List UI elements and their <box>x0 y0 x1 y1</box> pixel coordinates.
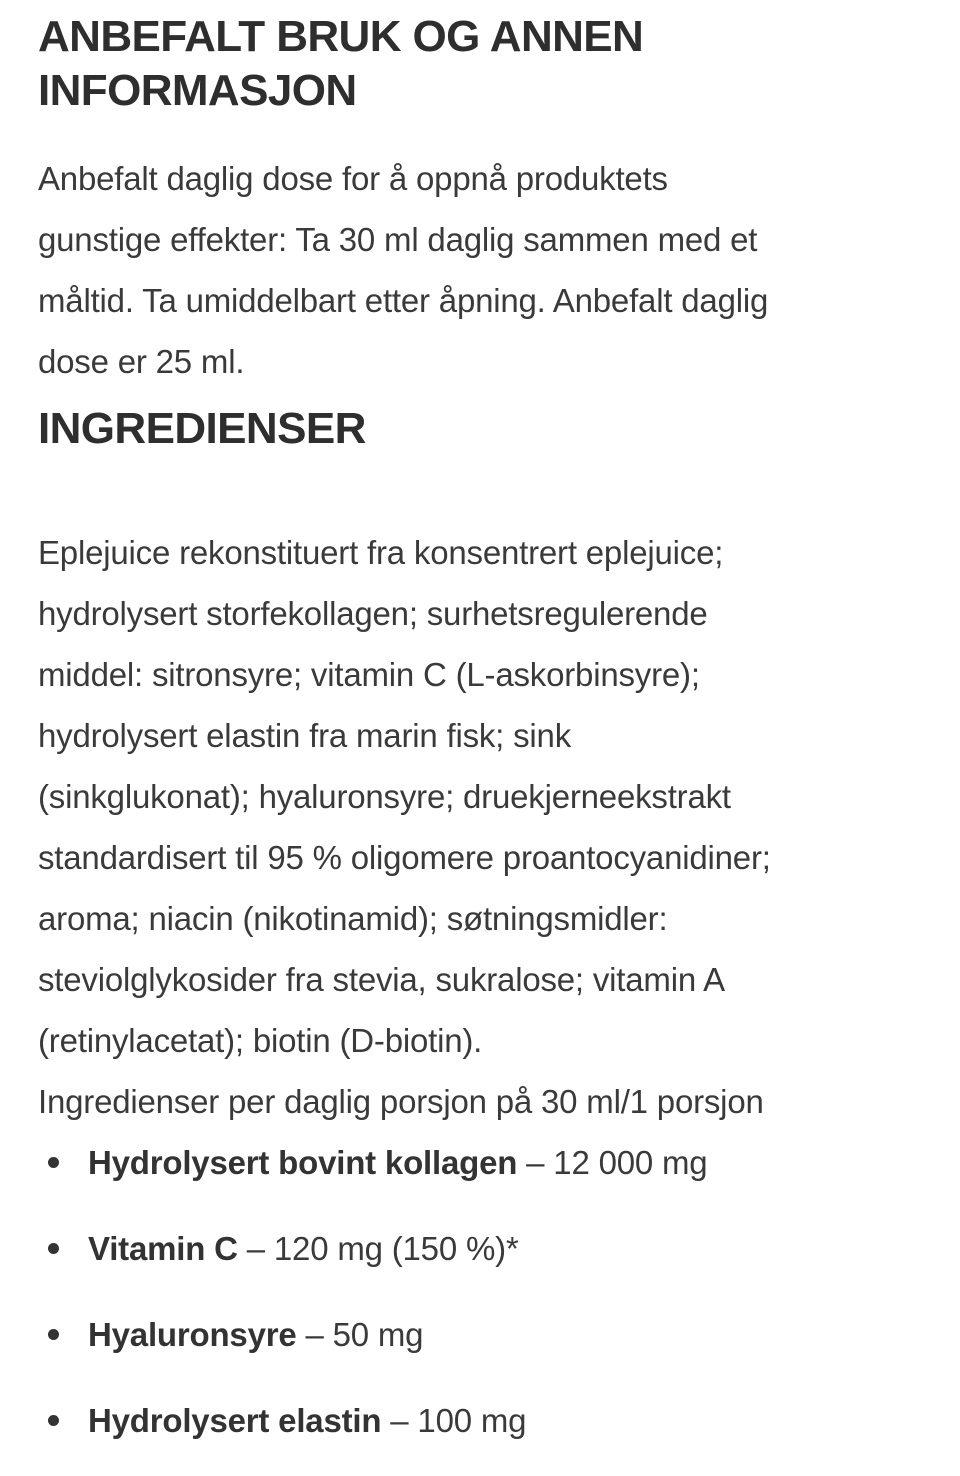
ingredients-heading: INGREDIENSER <box>38 404 366 453</box>
ingredient-name: Hydrolysert bovint kollagen <box>88 1144 518 1181</box>
ingredients-text-line: (sinkglukonat); hyaluronsyre; druekjerneekstrakt <box>38 778 731 815</box>
ingredients-text-line: steviolglykosider fra stevia, sukralose; vitamin A <box>38 961 725 998</box>
ingredient-name: Hyaluronsyre <box>88 1316 297 1353</box>
per-serving-list <box>38 1132 707 1476</box>
list-item <box>38 1390 707 1476</box>
list-item <box>38 1218 707 1304</box>
usage-heading-line: INFORMASJON <box>38 66 357 115</box>
ingredient-amount: – 12 000 mg <box>517 1144 708 1181</box>
usage-text-line: dose er 25 ml. <box>38 343 245 380</box>
per-serving-intro: Ingredienser per daglig porsjon på 30 ml/1 porsjon <box>38 1083 764 1120</box>
usage-heading-line: ANBEFALT BRUK OG ANNEN <box>38 12 644 61</box>
bullet-icon <box>48 1243 59 1254</box>
ingredients-text-line: middel: sitronsyre; vitamin C (L-askorbinsyre); <box>38 656 700 693</box>
ingredients-text-line: hydrolysert storfekollagen; surhetsregulerende <box>38 595 708 632</box>
ingredient-amount: – 50 mg <box>296 1316 424 1353</box>
bullet-icon <box>48 1157 59 1168</box>
ingredient-name: Hydrolysert elastin <box>88 1402 382 1439</box>
ingredients-text-line: standardisert til 95 % oligomere proantocyanidiner; <box>38 839 771 876</box>
ingredient-name: Vitamin C <box>88 1230 238 1267</box>
usage-text <box>38 148 918 392</box>
list-item <box>38 1132 707 1218</box>
usage-text-line: gunstige effekter: Ta 30 ml daglig sammen med et <box>38 221 758 258</box>
ingredients-text-line: hydrolysert elastin fra marin fisk; sink <box>38 717 572 754</box>
ingredients-text-line: aroma; niacin (nikotinamid); søtningsmidler: <box>38 900 668 937</box>
bullet-icon <box>48 1329 59 1340</box>
ingredient-amount: – 100 mg <box>381 1402 527 1439</box>
usage-text-line: Anbefalt daglig dose for å oppnå produktets <box>38 160 668 197</box>
list-item <box>38 1304 707 1390</box>
usage-text-line: måltid. Ta umiddelbart etter åpning. Anbefalt daglig <box>38 282 769 319</box>
ingredients-text <box>38 522 928 1071</box>
ingredients-text-line: Eplejuice rekonstituert fra konsentrert eplejuice; <box>38 534 724 571</box>
bullet-icon <box>48 1415 59 1426</box>
ingredients-text-line: (retinylacetat); biotin (D-biotin). <box>38 1022 483 1059</box>
ingredient-amount: – 120 mg (150 %)* <box>237 1230 519 1267</box>
usage-heading <box>38 10 928 118</box>
